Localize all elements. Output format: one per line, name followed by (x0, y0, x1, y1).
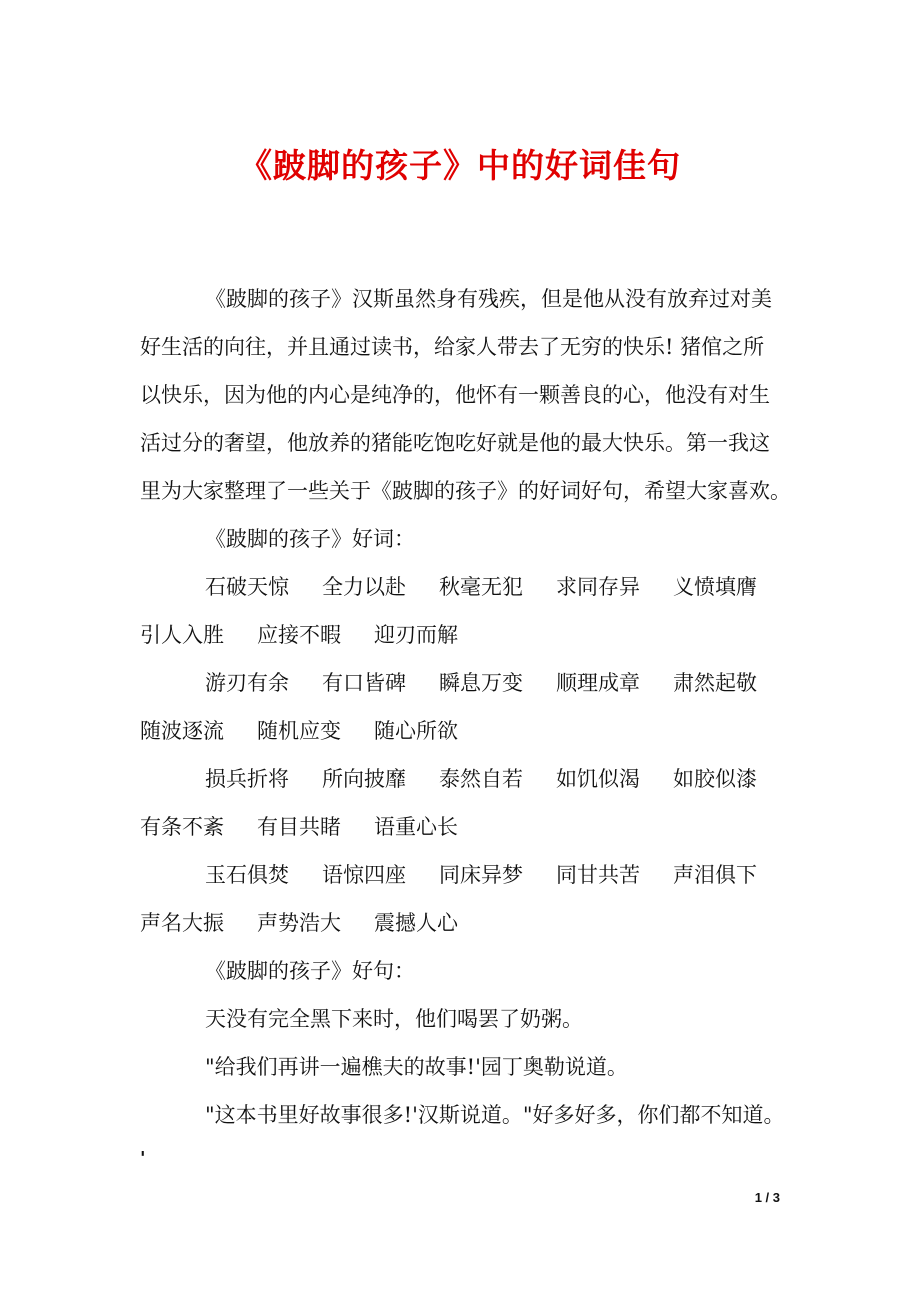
word: 震撼人心 (374, 911, 458, 935)
word: 如饥似渴 (556, 767, 640, 791)
word: 肃然起敬 (673, 671, 757, 695)
word: 顺理成章 (556, 671, 640, 695)
word: 求同存异 (556, 575, 640, 599)
word: 声势浩大 (257, 911, 341, 935)
word-row (205, 667, 757, 697)
word: 全力以赴 (322, 575, 406, 599)
sentences-heading: 《跛脚的孩子》好句： (205, 959, 415, 983)
intro-line: 《跛脚的孩子》汉斯虽然身有残疾，但是他从没有放弃过对美 (205, 287, 772, 311)
word: 声名大振 (140, 911, 224, 935)
word: 秋毫无犯 (439, 575, 523, 599)
word: 语重心长 (374, 815, 458, 839)
intro-line: 活过分的奢望，他放养的猪能吃饱吃好就是他的最大快乐。第一我这 (140, 431, 770, 455)
word: 语惊四座 (322, 863, 406, 887)
intro-line: 里为大家整理了一些关于《跛脚的孩子》的好词好句，希望大家喜欢。 (140, 479, 791, 503)
word-row (140, 619, 458, 649)
word: 所向披靡 (322, 767, 406, 791)
word-row (140, 811, 458, 841)
word: 引人入胜 (140, 623, 224, 647)
word: 有条不紊 (140, 815, 224, 839)
word: 玉石俱焚 (205, 863, 289, 887)
intro-line: 好生活的向往，并且通过读书，给家人带去了无穷的快乐! 猪倌之所 (140, 335, 765, 359)
word: 泰然自若 (439, 767, 523, 791)
word: 随机应变 (257, 719, 341, 743)
page-number: 1 / 3 (754, 1190, 780, 1205)
word: 应接不暇 (257, 623, 341, 647)
word: 义愤填膺 (673, 575, 757, 599)
document-title: 《跛脚的孩子》中的好词佳句 (239, 146, 681, 185)
sentence: 天没有完全黑下来时，他们喝罢了奶粥。 (205, 1007, 583, 1031)
word-row (205, 763, 757, 793)
word-row (140, 715, 458, 745)
word: 随波逐流 (140, 719, 224, 743)
word: 如胶似漆 (673, 767, 757, 791)
word: 游刃有余 (205, 671, 289, 695)
word: 声泪俱下 (673, 863, 757, 887)
word: 随心所欲 (374, 719, 458, 743)
sentence: "给我们再讲一遍樵夫的故事!'园丁奥勒说道。 (205, 1055, 628, 1079)
intro-line: 以快乐，因为他的内心是纯净的，他怀有一颗善良的心，他没有对生 (140, 383, 770, 407)
word: 瞬息万变 (439, 671, 523, 695)
word-row (205, 859, 757, 889)
sentence: "这本书里好故事很多!'汉斯说道。"好多好多，你们都不知道。 (205, 1103, 785, 1127)
word: 迎刃而解 (374, 623, 458, 647)
word: 损兵折将 (205, 767, 289, 791)
word-row (140, 907, 458, 937)
words-heading: 《跛脚的孩子》好词： (205, 527, 415, 551)
word: 同床异梦 (439, 863, 523, 887)
word: 同甘共苦 (556, 863, 640, 887)
word: 有口皆碑 (322, 671, 406, 695)
word-row (205, 571, 757, 601)
trailing-quote-mark: ' (140, 1148, 146, 1169)
word: 石破天惊 (205, 575, 289, 599)
word: 有目共睹 (257, 815, 341, 839)
